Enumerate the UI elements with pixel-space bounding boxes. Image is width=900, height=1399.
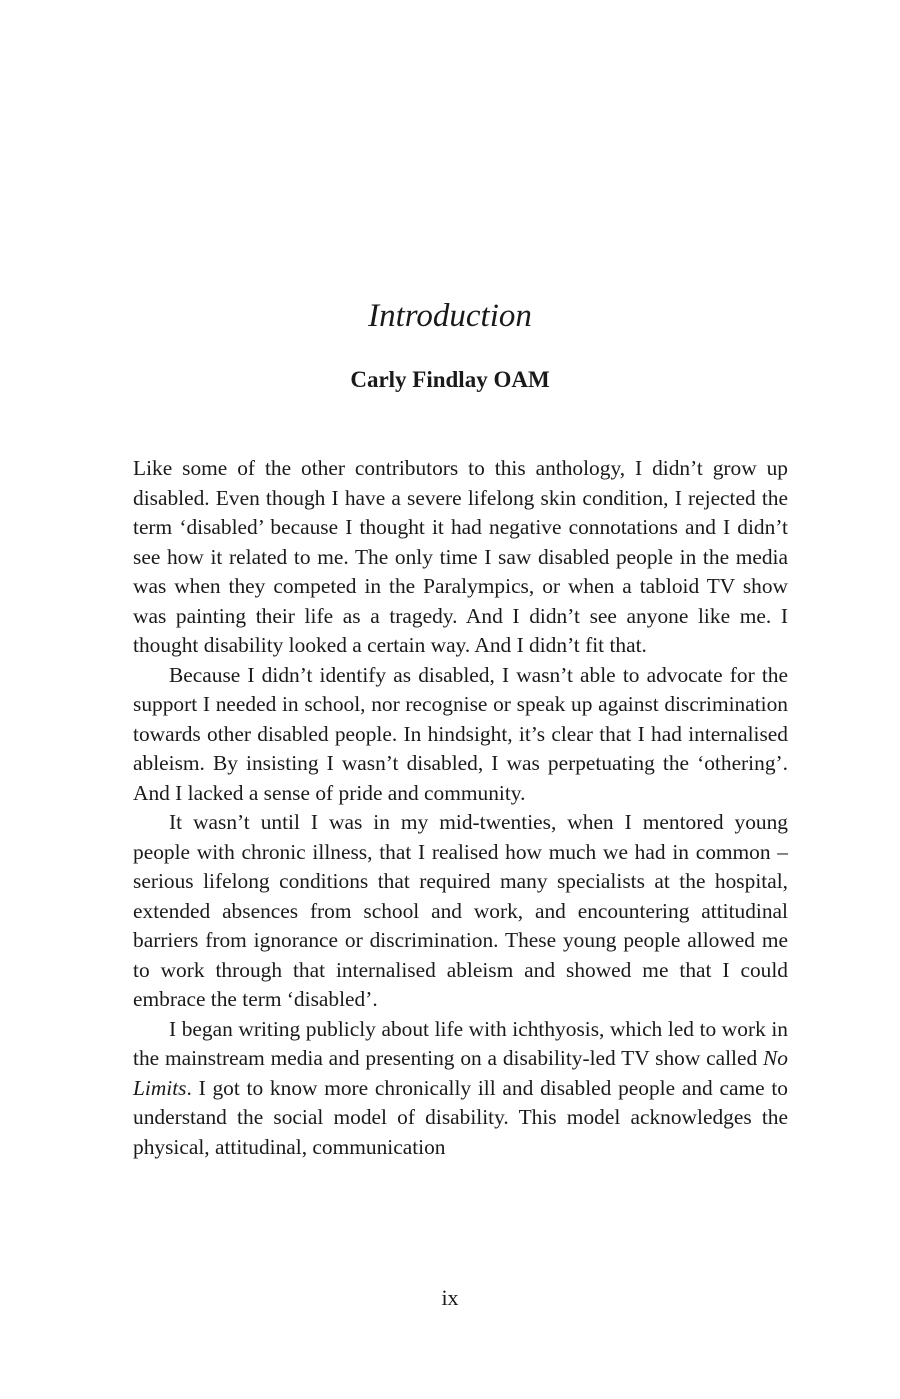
paragraph: Because I didn’t identify as disabled, I wasn’t able to advocate for the support I needed in school, nor recognise or speak up against discrimination towards other disabled people. In hindsight, it’s clear that I had internalised ableism. By insisting I wasn’t disabled, I was perpetuating the ‘othering’. And I lacked a sense of pride and community. — [133, 662, 788, 805]
show-title: No Limits — [133, 1046, 788, 1100]
paragraph-text: . I got to know more chronically ill and disabled people and came to understand the social model of disability. This model acknowledges the physical, attitudinal, communication — [133, 1075, 788, 1159]
paragraph-text: I began writing publicly about life with ichthyosis, which led to work in the mainstream media and presenting on a disability-led TV show called — [133, 1016, 788, 1070]
chapter-title: Introduction — [368, 298, 532, 334]
paragraph: Like some of the other contributors to this anthology, I didn’t grow up disabled. Even though I have a severe lifelong skin condition, I rejected the term ‘disabled’ because I thought it had negative connotations and I didn’t see how it related to me. The only time I saw disabled people in the media was when they competed in the Paralympics, or when a tabloid TV show was painting their life as a tragedy. And I didn’t see anyone like me. I thought disability looked a certain way. And I didn’t fit that. — [133, 456, 788, 657]
paragraph — [133, 1015, 788, 1163]
paragraph: It wasn’t until I was in my mid-twenties, when I mentored young people with chronic illness, that I realised how much we had in common – serious lifelong conditions that required many specialists at the hospital, extended absences from school and work, and encountering attitudinal barriers from ignorance or discrimination. These young people allowed me to work through that internalised ableism and showed me that I could embrace the term ‘disabled’. — [133, 810, 788, 1011]
chapter-author: Carly Findlay OAM — [350, 367, 550, 392]
body-text — [133, 454, 788, 1162]
page-number: ix — [441, 1285, 459, 1310]
